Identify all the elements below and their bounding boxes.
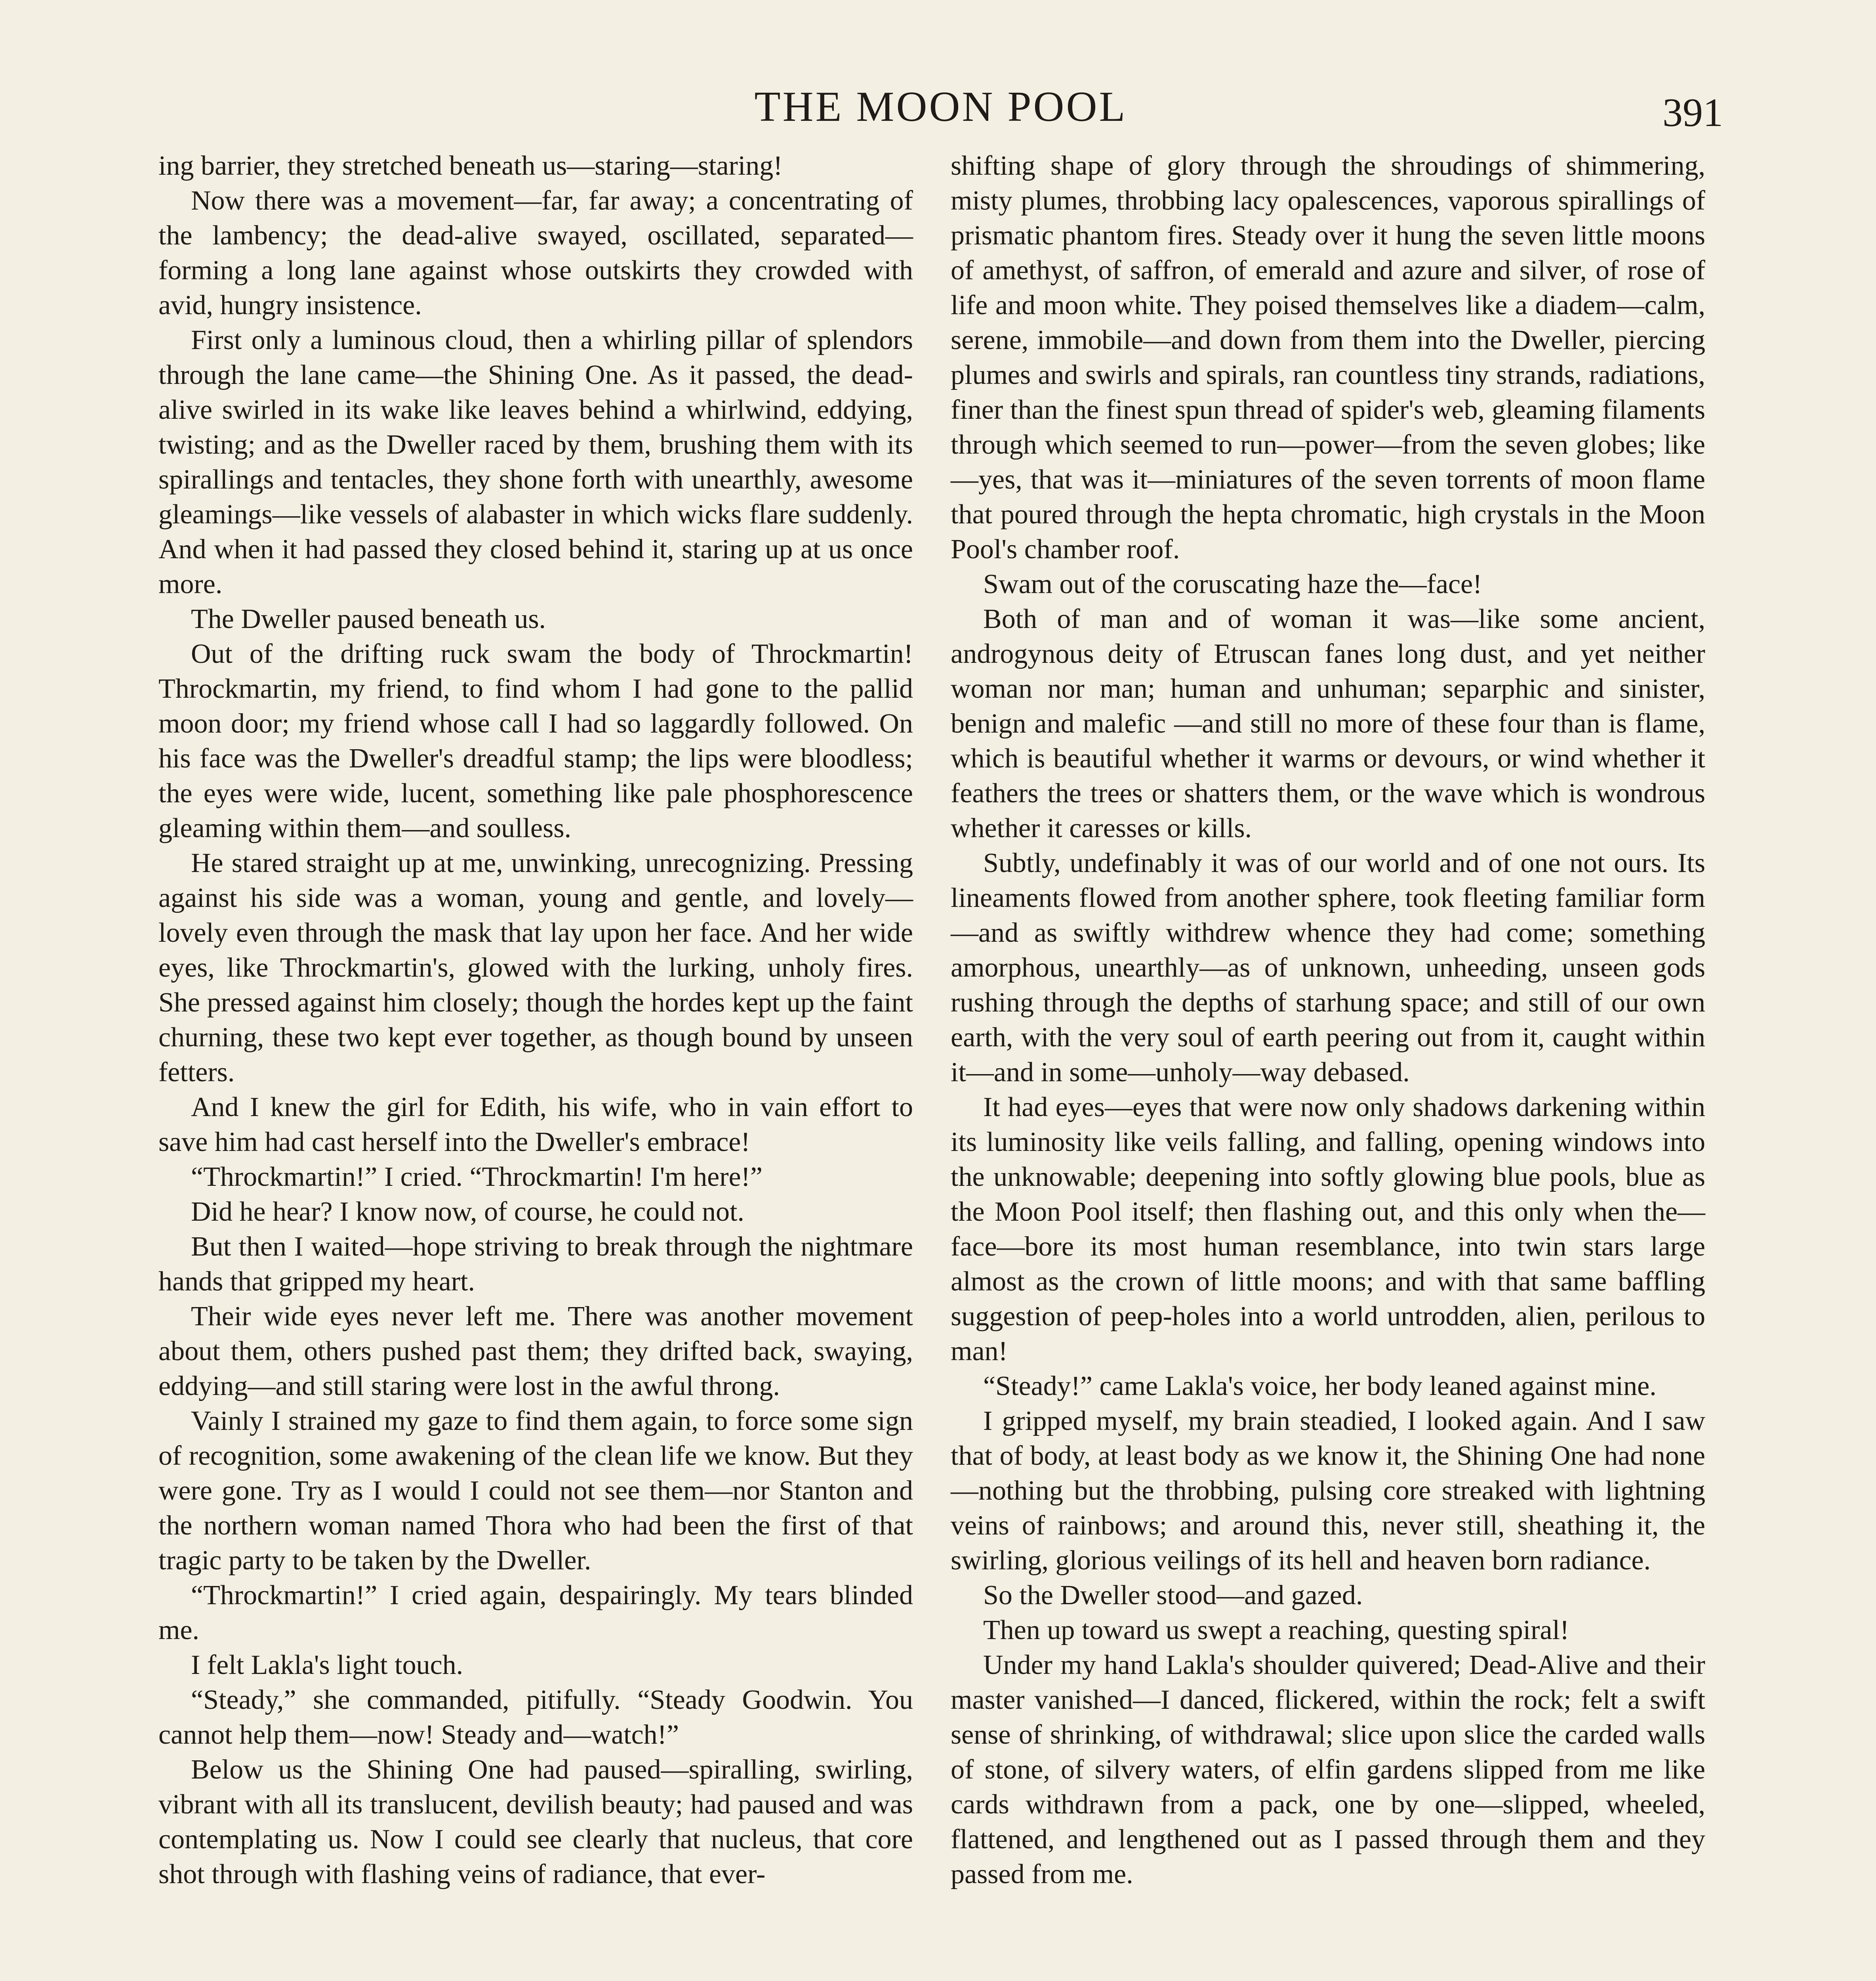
paragraph: So the Dweller stood—and gazed. <box>983 1580 1363 1611</box>
paragraph: The Dweller paused beneath us. <box>191 604 546 634</box>
paragraph: I gripped myself, my brain steadied, I looked again. And I saw that of body, at least body as we know it, the Shining One had none—nothing but the throbbing, pulsing core streaked with lightning veins of rainbows; and around this, never still, sheathing it, the swirling, glorious veilings of its hell and heaven born radiance. <box>951 1406 1705 1576</box>
paragraph: Subtly, undefinably it was of our world and of one not ours. Its lineaments flowed from another sphere, took fleeting familiar form—and as swiftly withdrew whence they had come; something amorphous, unearthly—as of unknown, unheeding, unseen gods rushing through the depths of starhung space; and still of our own earth, with the very soul of earth peering out from it, caught within it—and in some—unholy—way debased. <box>951 848 1705 1088</box>
paragraph: Swam out of the coruscating haze the—face! <box>983 569 1482 599</box>
paragraph: shifting shape of glory through the shroudings of shimmering, misty plumes, throbbing lacy opalescences, vaporous spirallings of prismatic phantom fires. Steady over it hung the seven little moons of amethyst, of saffron, of emerald and azure and silver, of rose of life and moon white. They poised themselves like a diadem—calm, serene, immobile—and down from them into the Dweller, piercing plumes and swirls and spirals, ran countless tiny strands, radiations, finer than the finest spun thread of spider's web, gleaming filaments through which seemed to run—power—from the seven globes; like —yes, that was it—miniatures of the seven torrents of moon flame that poured through the hepta chromatic, high crystals in the Moon Pool's chamber roof. <box>951 151 1705 565</box>
paragraph: Did he hear? I know now, of course, he could not. <box>191 1197 744 1227</box>
paragraph: Then up toward us swept a reaching, questing spiral! <box>983 1615 1569 1645</box>
paragraph: “Throckmartin!” I cried again, despairingly. My tears blinded me. <box>158 1580 913 1645</box>
page-header <box>158 81 1723 141</box>
paragraph: Both of man and of woman it was—like some ancient, androgynous deity of Etruscan fanes long dust, and yet neither woman nor man; human and unhuman; separphic and sinister, benign and malefic —and still no more of these four than is flame, which is beautiful whether it warms or devours, or wind whether it feathers the trees or shatters them, or the wave which is wondrous whether it caresses or kills. <box>951 604 1705 844</box>
paragraph: “Steady,” she commanded, pitifully. “Steady Goodwin. You cannot help them—now! Steady and—watch!” <box>158 1685 913 1750</box>
paragraph: And I knew the girl for Edith, his wife, who in vain effort to save him had cast herself into the Dweller's embrace! <box>158 1092 913 1157</box>
paragraph: Under my hand Lakla's shoulder quivered; Dead-Alive and their master vanished—I danced, flickered, within the rock; felt a swift sense of shrinking, of withdrawal; slice upon slice the carded walls of stone, of silvery waters, of elfin gardens slipped from me like cards withdrawn from a pack, one by one—slipped, wheeled, flattened, and lengthened out as I passed through them and they passed from me. <box>951 1650 1705 1889</box>
paragraph: Out of the drifting ruck swam the body of Throckmartin! Throckmartin, my friend, to find whom I had gone to the pallid moon door; my friend whose call I had so laggardly followed. On his face was the Dweller's dreadful stamp; the lips were bloodless; the eyes were wide, lucent, something like pale phosphorescence gleaming within them—and soulless. <box>158 639 913 844</box>
paragraph: I felt Lakla's light touch. <box>191 1650 463 1680</box>
paragraph: But then I waited—hope striving to break through the nightmare hands that gripped my heart. <box>158 1231 913 1297</box>
paragraph: ing barrier, they stretched beneath us—staring—staring! <box>158 151 783 181</box>
paragraph: “Steady!” came Lakla's voice, her body leaned against mine. <box>983 1371 1657 1401</box>
paragraph: “Throckmartin!” I cried. “Throckmartin! I'm here!” <box>191 1162 763 1192</box>
paragraph: Below us the Shining One had paused—spiralling, swirling, vibrant with all its translucent, devilish beauty; had paused and was contemplating us. Now I could see clearly that nucleus, that core shot through with flashing veins of radiance, that ever- <box>158 1754 913 1889</box>
page-number: 391 <box>1662 90 1723 135</box>
left-column <box>158 149 913 1892</box>
paragraph: Vainly I strained my gaze to find them again, to force some sign of recognition, some awakening of the clean life we know. But they were gone. Try as I would I could not see them—nor Stanton and the northern woman named Thora who had been the first of that tragic party to be taken by the Dweller. <box>158 1406 913 1576</box>
paragraph: He stared straight up at me, unwinking, unrecognizing. Pressing against his side was a woman, young and gentle, and lovely—lovely even through the mask that lay upon her face. And her wide eyes, like Throckmartin's, glowed with the lurking, unholy fires. She pressed against him closely; though the hordes kept up the faint churning, these two kept ever together, as though bound by unseen fetters. <box>158 848 913 1088</box>
right-column <box>951 149 1705 1892</box>
paragraph: First only a luminous cloud, then a whirling pillar of splendors through the lane came—the Shining One. As it passed, the dead-alive swirled in its wake like leaves behind a whirlwind, eddying, twisting; and as the Dweller raced by them, brushing them with its spirallings and tentacles, they shone forth with unearthly, awesome gleamings—like vessels of alabaster in which wicks flare suddenly. And when it had passed they closed behind it, staring up at us once more. <box>158 325 913 599</box>
paragraph: It had eyes—eyes that were now only shadows darkening within its luminosity like veils falling, and falling, opening windows into the unknowable; deepening into softly glowing blue pools, blue as the Moon Pool itself; then flashing out, and this only when the—face—bore its most human resemblance, into twin stars large almost as the crown of little moons; and with that same baffling suggestion of peep-holes into a world untrodden, alien, perilous to man! <box>951 1092 1705 1366</box>
running-title: THE MOON POOL <box>754 83 1127 130</box>
paragraph: Now there was a movement—far, far away; a concentrating of the lambency; the dead-alive swayed, oscillated, separated—forming a long lane against whose outskirts they crowded with avid, hungry insistence. <box>158 185 913 321</box>
paragraph: Their wide eyes never left me. There was another movement about them, others pushed past them; they drifted back, swaying, eddying—and still staring were lost in the awful throng. <box>158 1301 913 1401</box>
